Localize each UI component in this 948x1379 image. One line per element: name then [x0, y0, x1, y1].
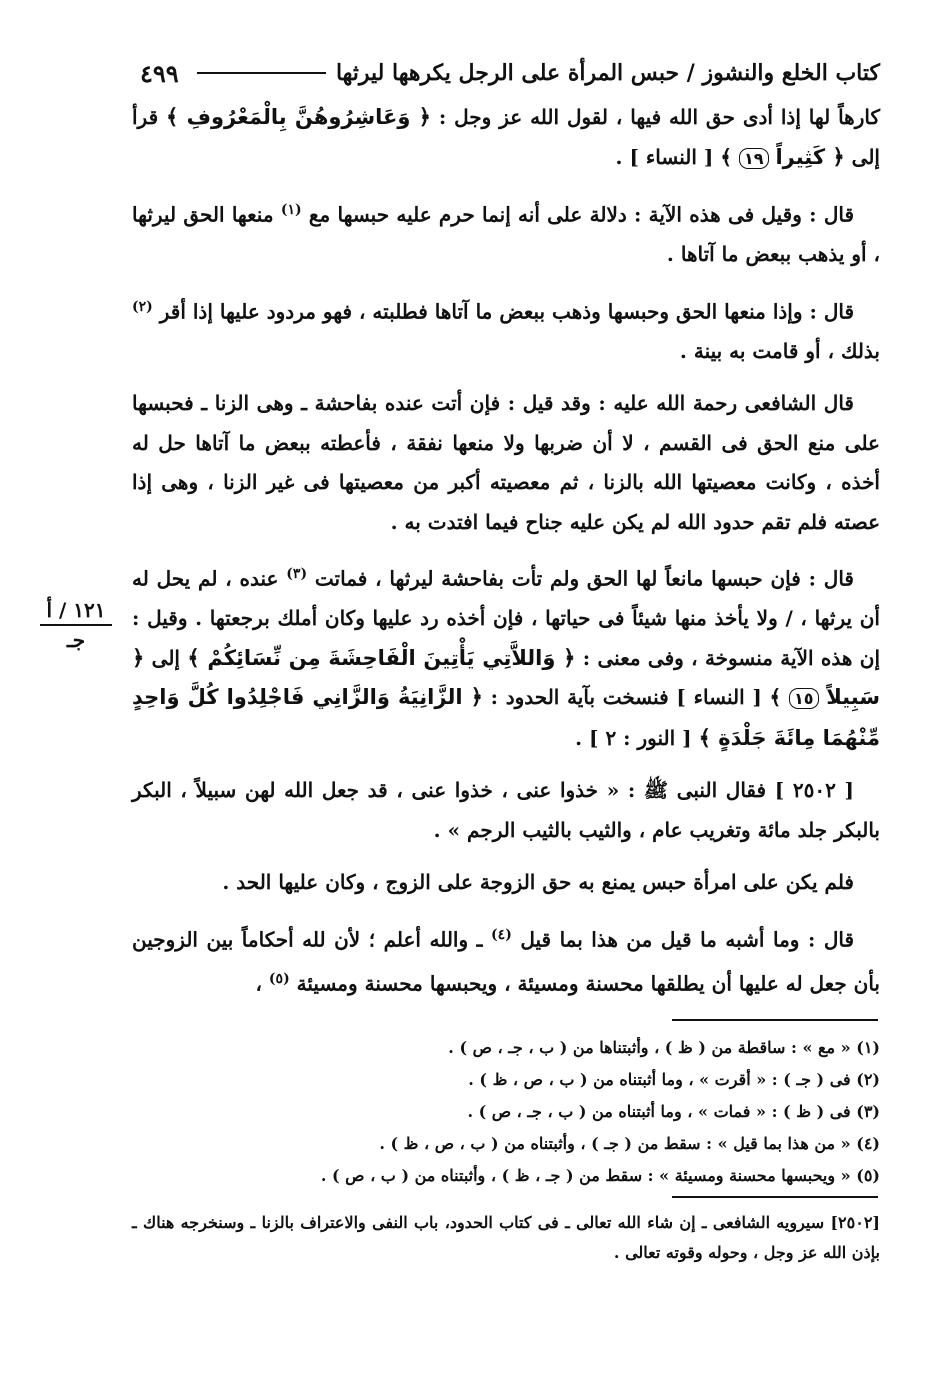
text-span: ﴾ [ النساء ] . [615, 144, 732, 169]
text-span: قال : وإذا منعها الحق وحبسها وذهب ببعض ما آتاها فطلبته ، فهو مردود عليها إذا أقر [159, 299, 854, 324]
quran-verse: ﴿ وَعَاشِرُوهُنَّ بِالْمَعْرُوفِ ﴾ [166, 105, 431, 129]
main-text [132, 98, 880, 1017]
text-span: قرأ إلى [132, 105, 880, 169]
paragraph-1 [132, 98, 880, 178]
text-span: كارهاً لها إذا أدى حق الله فيها ، لقول الله عز وجل : [438, 105, 880, 129]
footnote-ref: (٢) [132, 298, 153, 315]
footnote-ref: (٤) [491, 926, 512, 943]
footnote: (٣) فى ( ظ ) : « فمات » ، وما أثبتناه من ( ب ، جـ ، ص ) . [467, 1102, 880, 1121]
takhrij-note: [٢٥٠٢] سيرويه الشافعى ـ إن شاء الله تعالى ـ فى كتاب الحدود، باب النفى والاعتراف بالزنا ـ وسنخرجه هناك ـ بإذن الله عز وجل ، وحوله وقوته تعالى . [132, 1213, 880, 1262]
page-header [140, 56, 880, 90]
text-span: قال : فإن حبسها مانعاً لها الحق ولم تأت بفاحشة ليرثها ، فماتت [314, 566, 854, 591]
footnote-ref: (٣) [286, 566, 308, 583]
paragraph-6-hadith: [ ٢٥٠٢ ] فقال النبى ﷺ : « خذوا عنى ، خذوا عنى ، قد جعل الله لهن سبيلاً ، البكر بالبكر جلد مائة وتغريب عام ، والثيب بالثيب الرجم » . [132, 778, 880, 842]
text-span: ـ والله أعلم ؛ لأن لله أحكاماً بين الزوجين بأن جعل له عليها أن يطلقها محسنة ومسيئة ، ويحبسها محسنة ومسيئة [132, 927, 880, 996]
page-number: ٤٩٩ [140, 58, 179, 88]
footnote-ref: (٥) [268, 971, 290, 988]
paragraph-8 [132, 916, 880, 1004]
paragraph-4: قال الشافعى رحمة الله عليه : وقد قيل : فإن أتت عنده بفاحشة ـ وهى الزنا ـ فحبسها على منع الحق فى القسم ، لا أن ضربها ولا منعها نفقة ، فأعطته ببعض ما آتاها حل له أخذه ، وكانت معصيتها الله بالزنا ، ثم معصيته أكبر من معصيتها فى غير الزنا ، وهى إذا عصته فلم تقم حدود الله لم يكن عليه جناح فيما افتدت به . [132, 391, 880, 534]
footnote-divider [672, 1019, 878, 1021]
footnotes [140, 1032, 880, 1192]
text-span: ﴾ [ النساء ] فنسخت بآية الحدود : [490, 685, 782, 710]
text-span: بذلك ، أو قامت به بينة . [679, 338, 880, 363]
paragraph-2 [132, 191, 880, 275]
footnote: (١) « مع » : ساقطة من ( ظ ) ، وأثبتناها من ( ب ، جـ ، ص ) . [448, 1038, 880, 1057]
quran-verse: ﴿ كَثِيراً [775, 144, 845, 169]
text-span: قال : وما أشبه ما قيل من هذا بما قيل [520, 927, 855, 952]
text-span: قال : وقيل فى هذه الآية : دلالة على أنه إنما حرم عليه حبسها مع [308, 202, 855, 227]
footnote: (٤) « من هذا بما قيل » : سقط من ( جـ ) ، وأثبتناه من ( ب ، ص ، ظ ) . [379, 1134, 880, 1153]
text-span: ، [255, 971, 262, 996]
text-span: [ النور : ٢ ] . [575, 725, 692, 750]
verse-number-marker: ١٥ [789, 688, 819, 709]
footnote: (٢) فى ( جـ ) : « أقرت » ، وما أثبتناه من ( ب ، ص ، ظ ) . [468, 1070, 880, 1089]
footnote: (٥) « ويحبسها محسنة ومسيئة » : سقط من ( جـ ، ظ ) ، وأثبتناه من ( ب ، ص ) . [320, 1166, 880, 1185]
quran-verse: ﴿ سَبِيلاً [132, 645, 880, 710]
quran-verse: ﴿ وَاللاَّتِي يَأْتِينَ الْفَاحِشَةَ مِن نِّسَائِكُمْ ﴾ [187, 645, 576, 670]
text-span: عنده ، لم يحل له أن يرثها ، / ولا يأخذ منها شيئاً فى حياتها ، فإن أخذه رد عليها وكان أملك برجعتها . وقيل : إن هذه الآية منسوخة ، وفى معنى : [132, 566, 881, 670]
quran-verse: ﴿ الزَّانِيَةُ وَالزَّانِي فَاجْلِدُوا كُلَّ وَاحِدٍ مِّنْهُمَا مِائَةَ جَلْدَةٍ ﴾ [132, 685, 880, 750]
footnote-ref: (١) [280, 202, 302, 218]
paragraph-7: فلم يكن على امرأة حبس يمنع به حق الزوجة على الزوج ، وكان عليها الحد . [222, 870, 854, 895]
paragraph-3 [132, 288, 880, 372]
folio-ref: ١٢١ / أ [40, 598, 112, 626]
header-rule [197, 72, 326, 74]
folio-manuscript: جـ [66, 628, 86, 652]
takhrij-divider [672, 1196, 878, 1198]
text-span: منعها الحق ليرثها ، أو يذهب ببعض ما آتاها . [132, 202, 880, 267]
text-span: إلى [151, 645, 180, 670]
running-title: كتاب الخلع والنشوز / حبس المرأة على الرجل يكرهها ليرثها [335, 60, 880, 86]
manuscript-folio-note [40, 598, 112, 652]
verse-number-marker: ١٩ [739, 148, 769, 169]
paragraph-5 [132, 555, 880, 758]
